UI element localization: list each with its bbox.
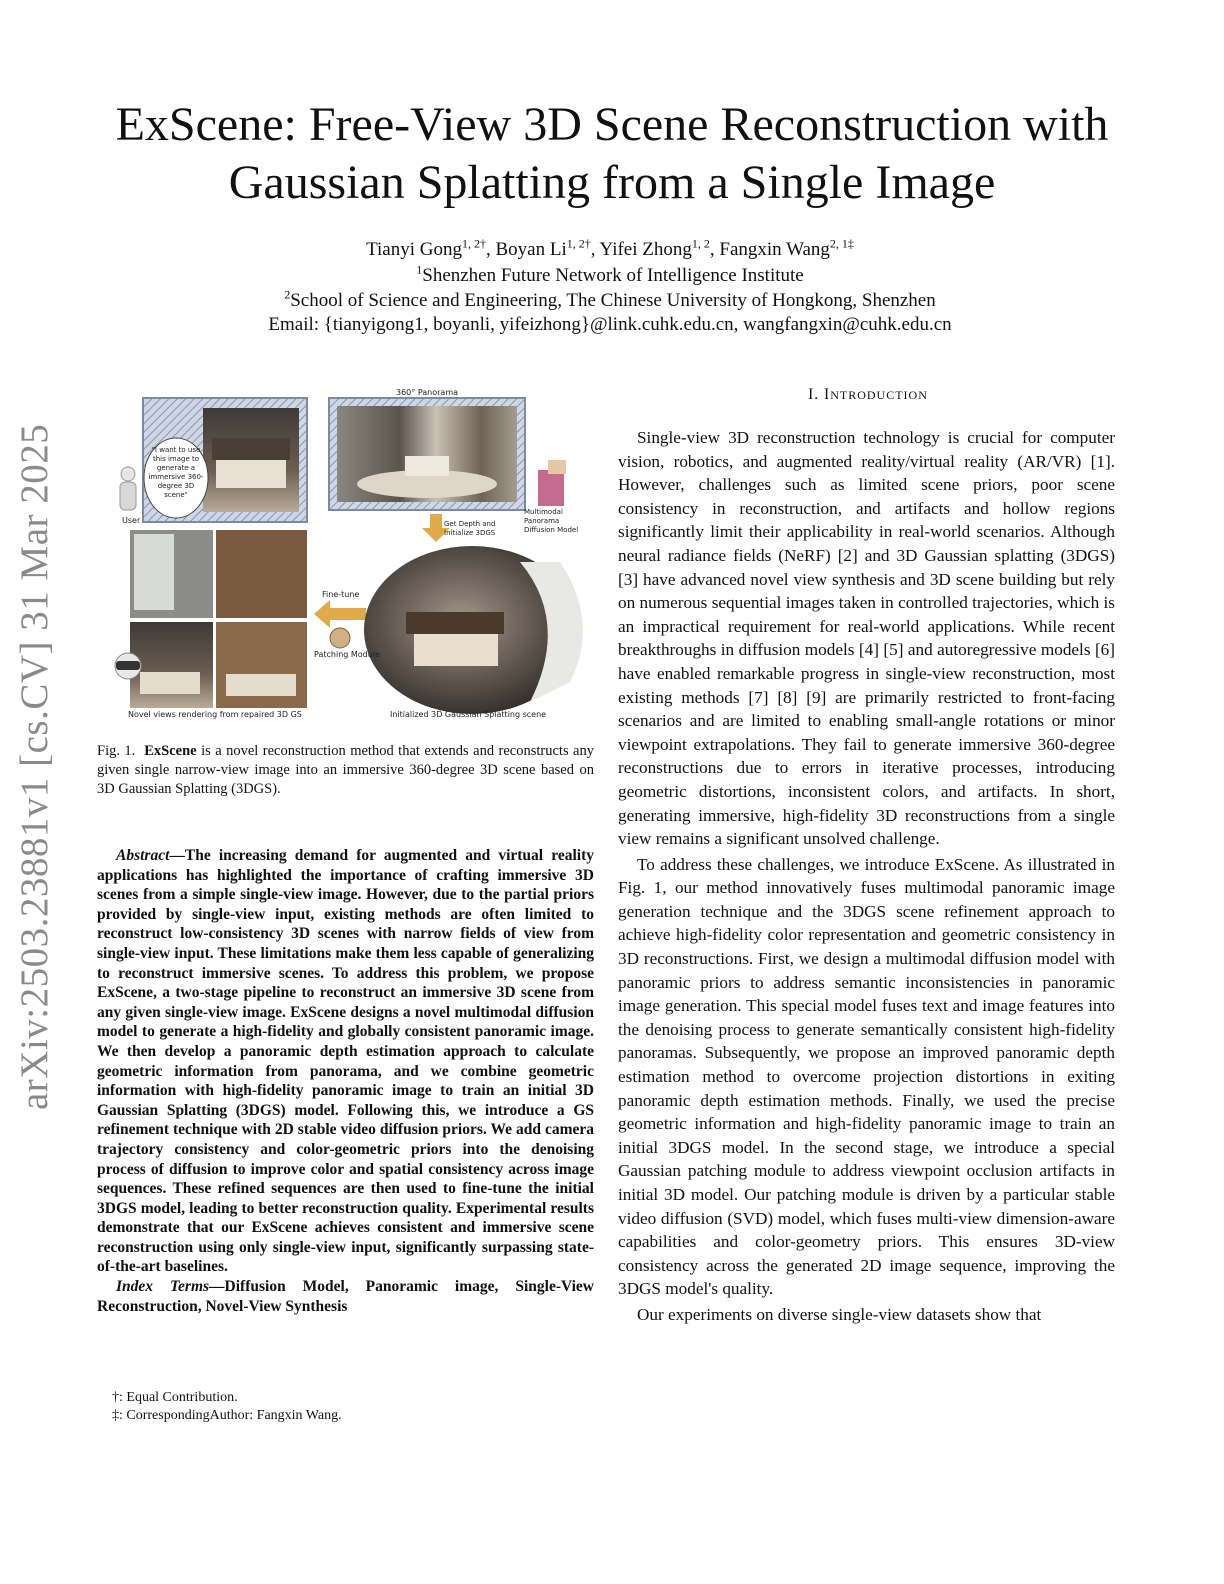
author-sup: 1, 2† bbox=[461, 236, 486, 251]
abstract-label: Abstract bbox=[116, 847, 170, 864]
introduction-body bbox=[618, 426, 1115, 1329]
author-sup: 1, 2† bbox=[566, 236, 591, 251]
index-terms-label: Index Terms bbox=[116, 1278, 210, 1296]
abstract-text: —The increasing demand for augmented and virtual reality applications has highlighted the importance of crafting immersive 3D scenes from a simple single-view image. However, due to the partial priors provided by single-view input, existing methods are often limited to reconstruct low-consistency 3D scenes with narrow fields of view from single-view input. These limitations make them less capable of generalizing to reconstruct immersive scenes. To address this problem, we propose ExScene, a two-stage pipeline to reconstruct an immersive 3D scene from any given single-view image. ExScene designs a novel multimodal diffusion model to generate a high-fidelity and globally consistent panoramic image. We then develop a panoramic depth estimation approach to calculate geometric information from panorama, and we combine geometric information with high-fidelity panoramic image to train an initial 3D Gaussian Splatting (3DGS) model. Following this, we introduce a GS refinement technique with 2D stable video diffusion priors. We add camera trajectory consistency and color-geometric priors into the denoising process of diffusion to improve color and spatial consistency across image sequences. These refined sequences are then used to fine-tune the initial 3DGS model, leading to better reconstruction quality. Experimental results demonstrate that our ExScene achieves consistent and immersive scene reconstruction using only single-view input, significantly surpassing state-of-the-art baselines. bbox=[97, 847, 594, 1276]
author-list bbox=[160, 238, 1060, 262]
author-sup: 1, 2 bbox=[691, 236, 710, 251]
author-sep: , bbox=[485, 239, 496, 260]
figure-illustration bbox=[100, 382, 598, 724]
affiliation-2 bbox=[160, 289, 1060, 313]
figure-label-user: User bbox=[122, 516, 141, 525]
footnotes bbox=[112, 1389, 582, 1425]
author-name: Yifei Zhong bbox=[599, 239, 692, 260]
figure-label-finetune: Fine-tune bbox=[322, 590, 360, 599]
affiliation-1 bbox=[160, 264, 1060, 288]
figure-label-initialized: Initialized 3D Gaussian Splatting scene bbox=[390, 710, 547, 719]
section-first-letter: I bbox=[824, 386, 831, 403]
abstract-paragraph bbox=[97, 846, 594, 1277]
caption-bold: ExScene bbox=[144, 743, 197, 759]
section-heading bbox=[618, 386, 1118, 404]
title-line-1: ExScene: Free-View 3D Scene Reconstruction with bbox=[115, 98, 1109, 151]
intro-paragraph: Our experiments on diverse single-view datasets show that bbox=[637, 1304, 1042, 1324]
abstract bbox=[97, 846, 594, 1316]
author-name: Fangxin Wang bbox=[719, 239, 830, 260]
arxiv-side-stamp: arXiv:2503.23881v1 [cs.CV] 31 Mar 2025 bbox=[13, 423, 56, 1110]
author-email: Email: {tianyigong1, boyanli, yifeizhong}@link.cuhk.edu.cn, wangfangxin@cuhk.edu.cn bbox=[268, 314, 952, 335]
caption-text: is a novel reconstruction method that extends and reconstructs any given single narrow-view image into an immersive 360-degree 3D scene based on 3D Gaussian Splatting (3DGS). bbox=[97, 743, 594, 797]
affil-sup: 1 bbox=[416, 262, 423, 277]
figure-label-novel: Novel views rendering from repaired 3D GS bbox=[128, 710, 302, 719]
title-line-2: Gaussian Splatting from a Single Image bbox=[228, 156, 996, 209]
paper-title bbox=[60, 96, 1164, 212]
figure-label-depth: Get Depth and Initialize 3DGS bbox=[444, 520, 496, 537]
figure-label-diffusion: Multimodal Panorama Diffusion Model bbox=[524, 508, 579, 534]
affil-text: Shenzhen Future Network of Intelligence Institute bbox=[422, 265, 804, 286]
figure-caption bbox=[97, 742, 594, 799]
author-name: Boyan Li bbox=[495, 239, 567, 260]
figure-label-patching: Patching Module bbox=[314, 650, 380, 659]
section-number: I. bbox=[808, 386, 820, 403]
section-rest: NTRODUCTION bbox=[830, 388, 928, 402]
author-sep: , bbox=[590, 239, 600, 260]
intro-paragraph: Single-view 3D reconstruction technology is crucial for computer vision, robotics, and augmented reality/virtual reality (AR/VR) [1]. However, challenges such as limited scene priors, poor scene consistency in reconstruction, and artifacts and hollow regions significantly limit their applicability in real-world scenarios. Although neural radiance fields (NeRF) [2] and 3D Gaussian splatting (3DGS) [3] have advanced novel view synthesis and 3D scene building but rely on numerous sequential images taken in controlled trajectories, which is an impractical requirement for real-world applications. While recent breakthroughs in diffusion models [4] [5] and autoregressive models [6] have enabled remarkable progress in single-view reconstruction, most existing methods [7] [8] [9] are primarily restricted to front-facing scenarios and are limited to enabling small-angle rotations or minor viewpoint extrapolations. They fail to generate immersive 360-degree reconstructions due to errors in iterative processes, introducing geometric distortions, inconsistent colors, and artifacts. In short, generating immersive, high-fidelity 3D reconstructions from a single view remains a significant unsolved challenge. bbox=[618, 428, 1115, 849]
author-name: Tianyi Gong bbox=[366, 239, 462, 260]
affil-text: School of Science and Engineering, The Chinese University of Hongkong, Shenzhen bbox=[290, 290, 936, 311]
author-sup: 2, 1‡ bbox=[829, 236, 854, 251]
figure-label-panorama: 360° Panorama bbox=[396, 388, 459, 397]
index-terms-text: —Diffusion Model, Panoramic image, Single-View Reconstruction, Novel-View Synthesis bbox=[97, 1278, 594, 1315]
footnote-corresponding-author: ‡: CorrespondingAuthor: Fangxin Wang. bbox=[112, 1408, 342, 1423]
figure-1 bbox=[100, 382, 598, 724]
figure-label-speech: "I want to use this image to generate a immersive 360-degree 3D scene" bbox=[148, 446, 204, 499]
index-terms bbox=[97, 1277, 594, 1316]
intro-paragraph: To address these challenges, we introduce ExScene. As illustrated in Fig. 1, our method innovatively fuses multimodal panoramic image generation technique and the 3DGS scene refinement approach to achieve high-fidelity color representation and geometric consistency in 3D reconstructions. First, we design a multimodal diffusion model with panoramic priors to address semantic inconsistencies in panoramic image generation. This special model fuses text and image features into the denoising process to generate semantically consistent high-fidelity panoramas. Subsequently, we propose an improved panoramic depth estimation method to overcome projection distortions in exiting panoramic depth estimation methods. Finally, we used the precise geometric information and high-fidelity panoramic image to train an initial 3DGS model. In the second stage, we introduce a special Gaussian patching module to address viewpoint occlusion artifacts in initial 3D model. Our patching module is driven by a particular stable video diffusion (SVD) model, which fuses multi-view dimension-aware capabilities and color-geometry priors. This ensures 3D-view consistency across the generated 2D image sequence, improving the 3DGS model's quality. bbox=[618, 854, 1115, 1299]
author-sep: , bbox=[709, 239, 720, 260]
affil-sup: 2 bbox=[284, 287, 291, 302]
caption-prefix: Fig. 1. bbox=[97, 743, 136, 759]
footnote-equal-contribution: †: Equal Contribution. bbox=[112, 1390, 238, 1405]
